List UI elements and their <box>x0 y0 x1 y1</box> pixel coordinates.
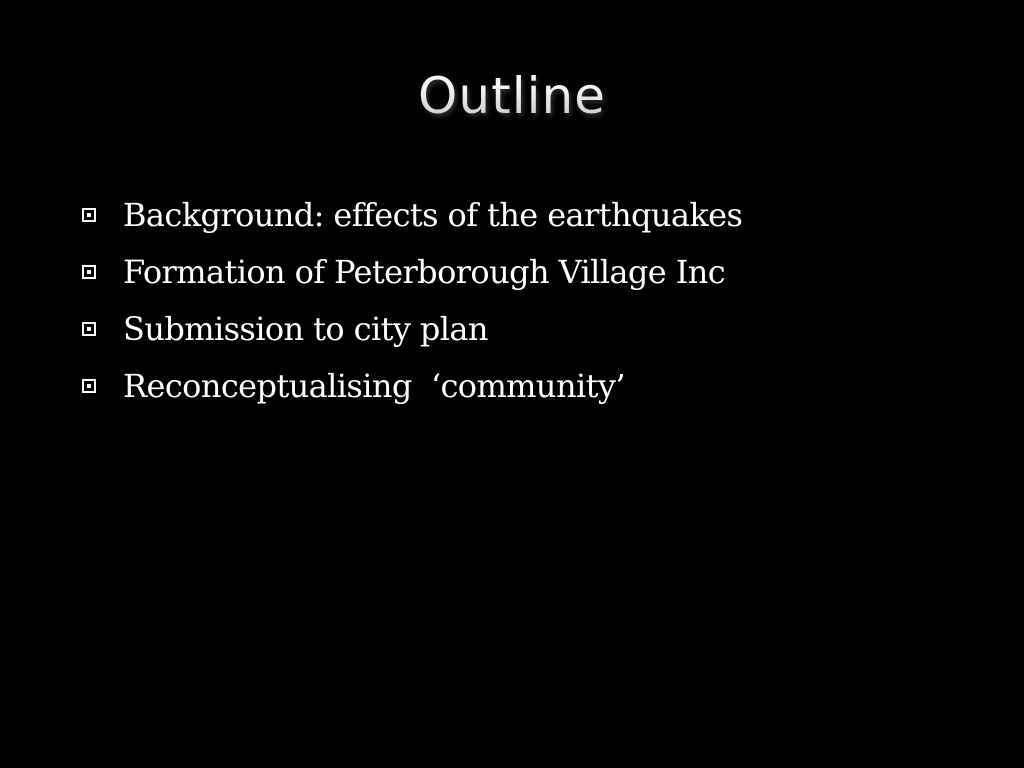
square-bullet-icon <box>82 322 96 336</box>
bullet-text: Submission to city plan <box>123 309 488 348</box>
bullet-text: Background: effects of the earthquakes <box>123 195 743 234</box>
square-bullet-icon <box>82 379 96 393</box>
bullet-item <box>82 300 742 357</box>
square-bullet-icon <box>82 265 96 279</box>
square-bullet-icon <box>82 208 96 222</box>
slide-title: Outline <box>0 62 1024 130</box>
bullet-list <box>82 186 742 414</box>
bullet-text: Formation of Peterborough Village Inc <box>123 252 726 291</box>
bullet-item <box>82 357 742 414</box>
bullet-item <box>82 243 742 300</box>
bullet-item <box>82 186 742 243</box>
bullet-text: Reconceptualising ‘community’ <box>123 366 625 405</box>
